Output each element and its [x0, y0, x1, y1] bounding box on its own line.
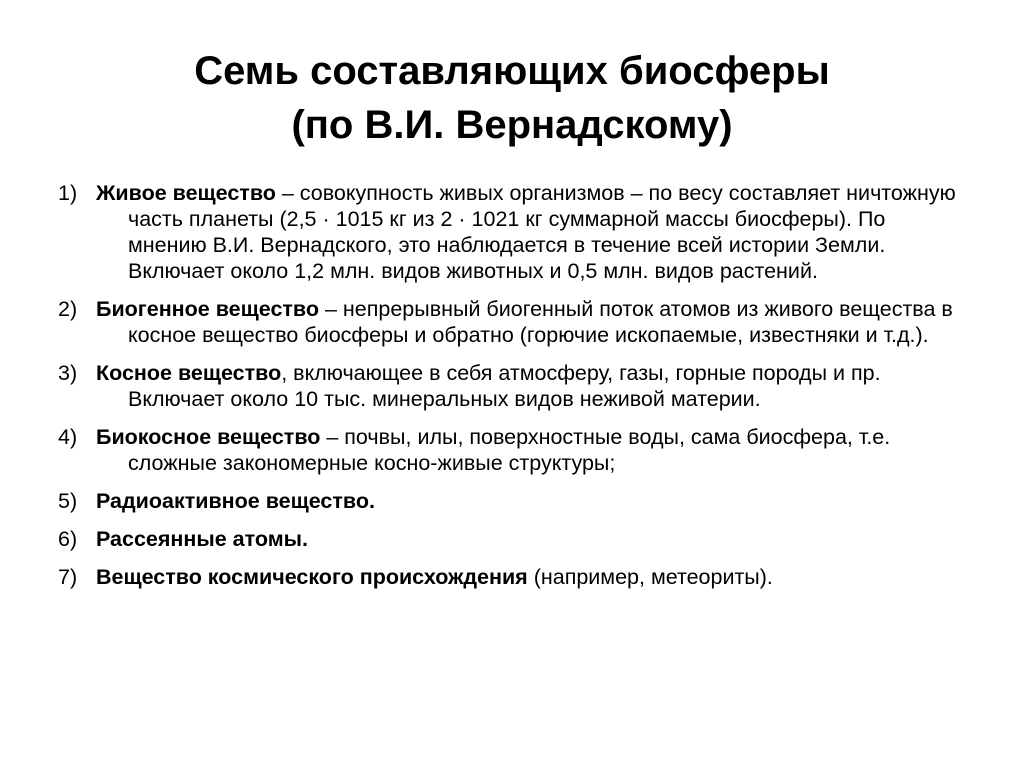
item-number: 2)	[58, 297, 78, 321]
item-number: 5)	[58, 489, 78, 513]
list-item	[58, 424, 958, 476]
item-text: – непрерывный биогенный поток атомов из живого вещества в косное вещество биосферы и обратно (горючие ископаемые, известняки и т.д.).	[128, 297, 953, 347]
item-term: Биогенное вещество	[95, 297, 319, 321]
slide-title	[0, 44, 1024, 152]
slide-title-line-2: (по В.И. Вернадскому)	[291, 103, 733, 147]
item-text: – совокупность живых организмов – по весу составляет ничтожную часть планеты (2,5 · 1015 кг из 2 · 1021 кг суммарной массы биосферы). По мнению В.И. Вернадского, это наблюдается в течение всей истории Земли. Включает около 1,2 млн. видов животных и 0,5 млн. видов растений.	[128, 181, 956, 283]
item-text: (например, метеориты).	[527, 565, 773, 589]
item-number: 3)	[58, 361, 78, 385]
components-list	[58, 180, 958, 602]
list-item	[58, 526, 958, 552]
list-item	[58, 488, 958, 514]
item-term: Радиоактивное вещество.	[95, 489, 375, 513]
item-number: 1)	[58, 181, 78, 205]
item-number: 6)	[58, 527, 78, 551]
list-item	[58, 180, 958, 284]
item-term: Биокосное вещество	[95, 425, 321, 449]
item-term: Вещество космического происхождения	[95, 565, 528, 589]
item-text: – почвы, илы, поверхностные воды, сама биосфера, т.е. сложные закономерные косно-живые структуры;	[128, 425, 891, 475]
slide-title-line-1: Семь составляющих биосферы	[194, 49, 830, 93]
item-term: Рассеянные атомы.	[95, 527, 308, 551]
item-number: 7)	[58, 565, 78, 589]
list-item	[58, 360, 958, 412]
item-text: , включающее в себя атмосферу, газы, горные породы и пр. Включает около 10 тыс. минеральных видов неживой материи.	[128, 361, 881, 411]
item-term: Живое вещество	[95, 181, 276, 205]
item-term: Косное вещество	[95, 361, 282, 385]
list-item	[58, 296, 958, 348]
item-number: 4)	[58, 425, 78, 449]
list-item	[58, 564, 958, 590]
